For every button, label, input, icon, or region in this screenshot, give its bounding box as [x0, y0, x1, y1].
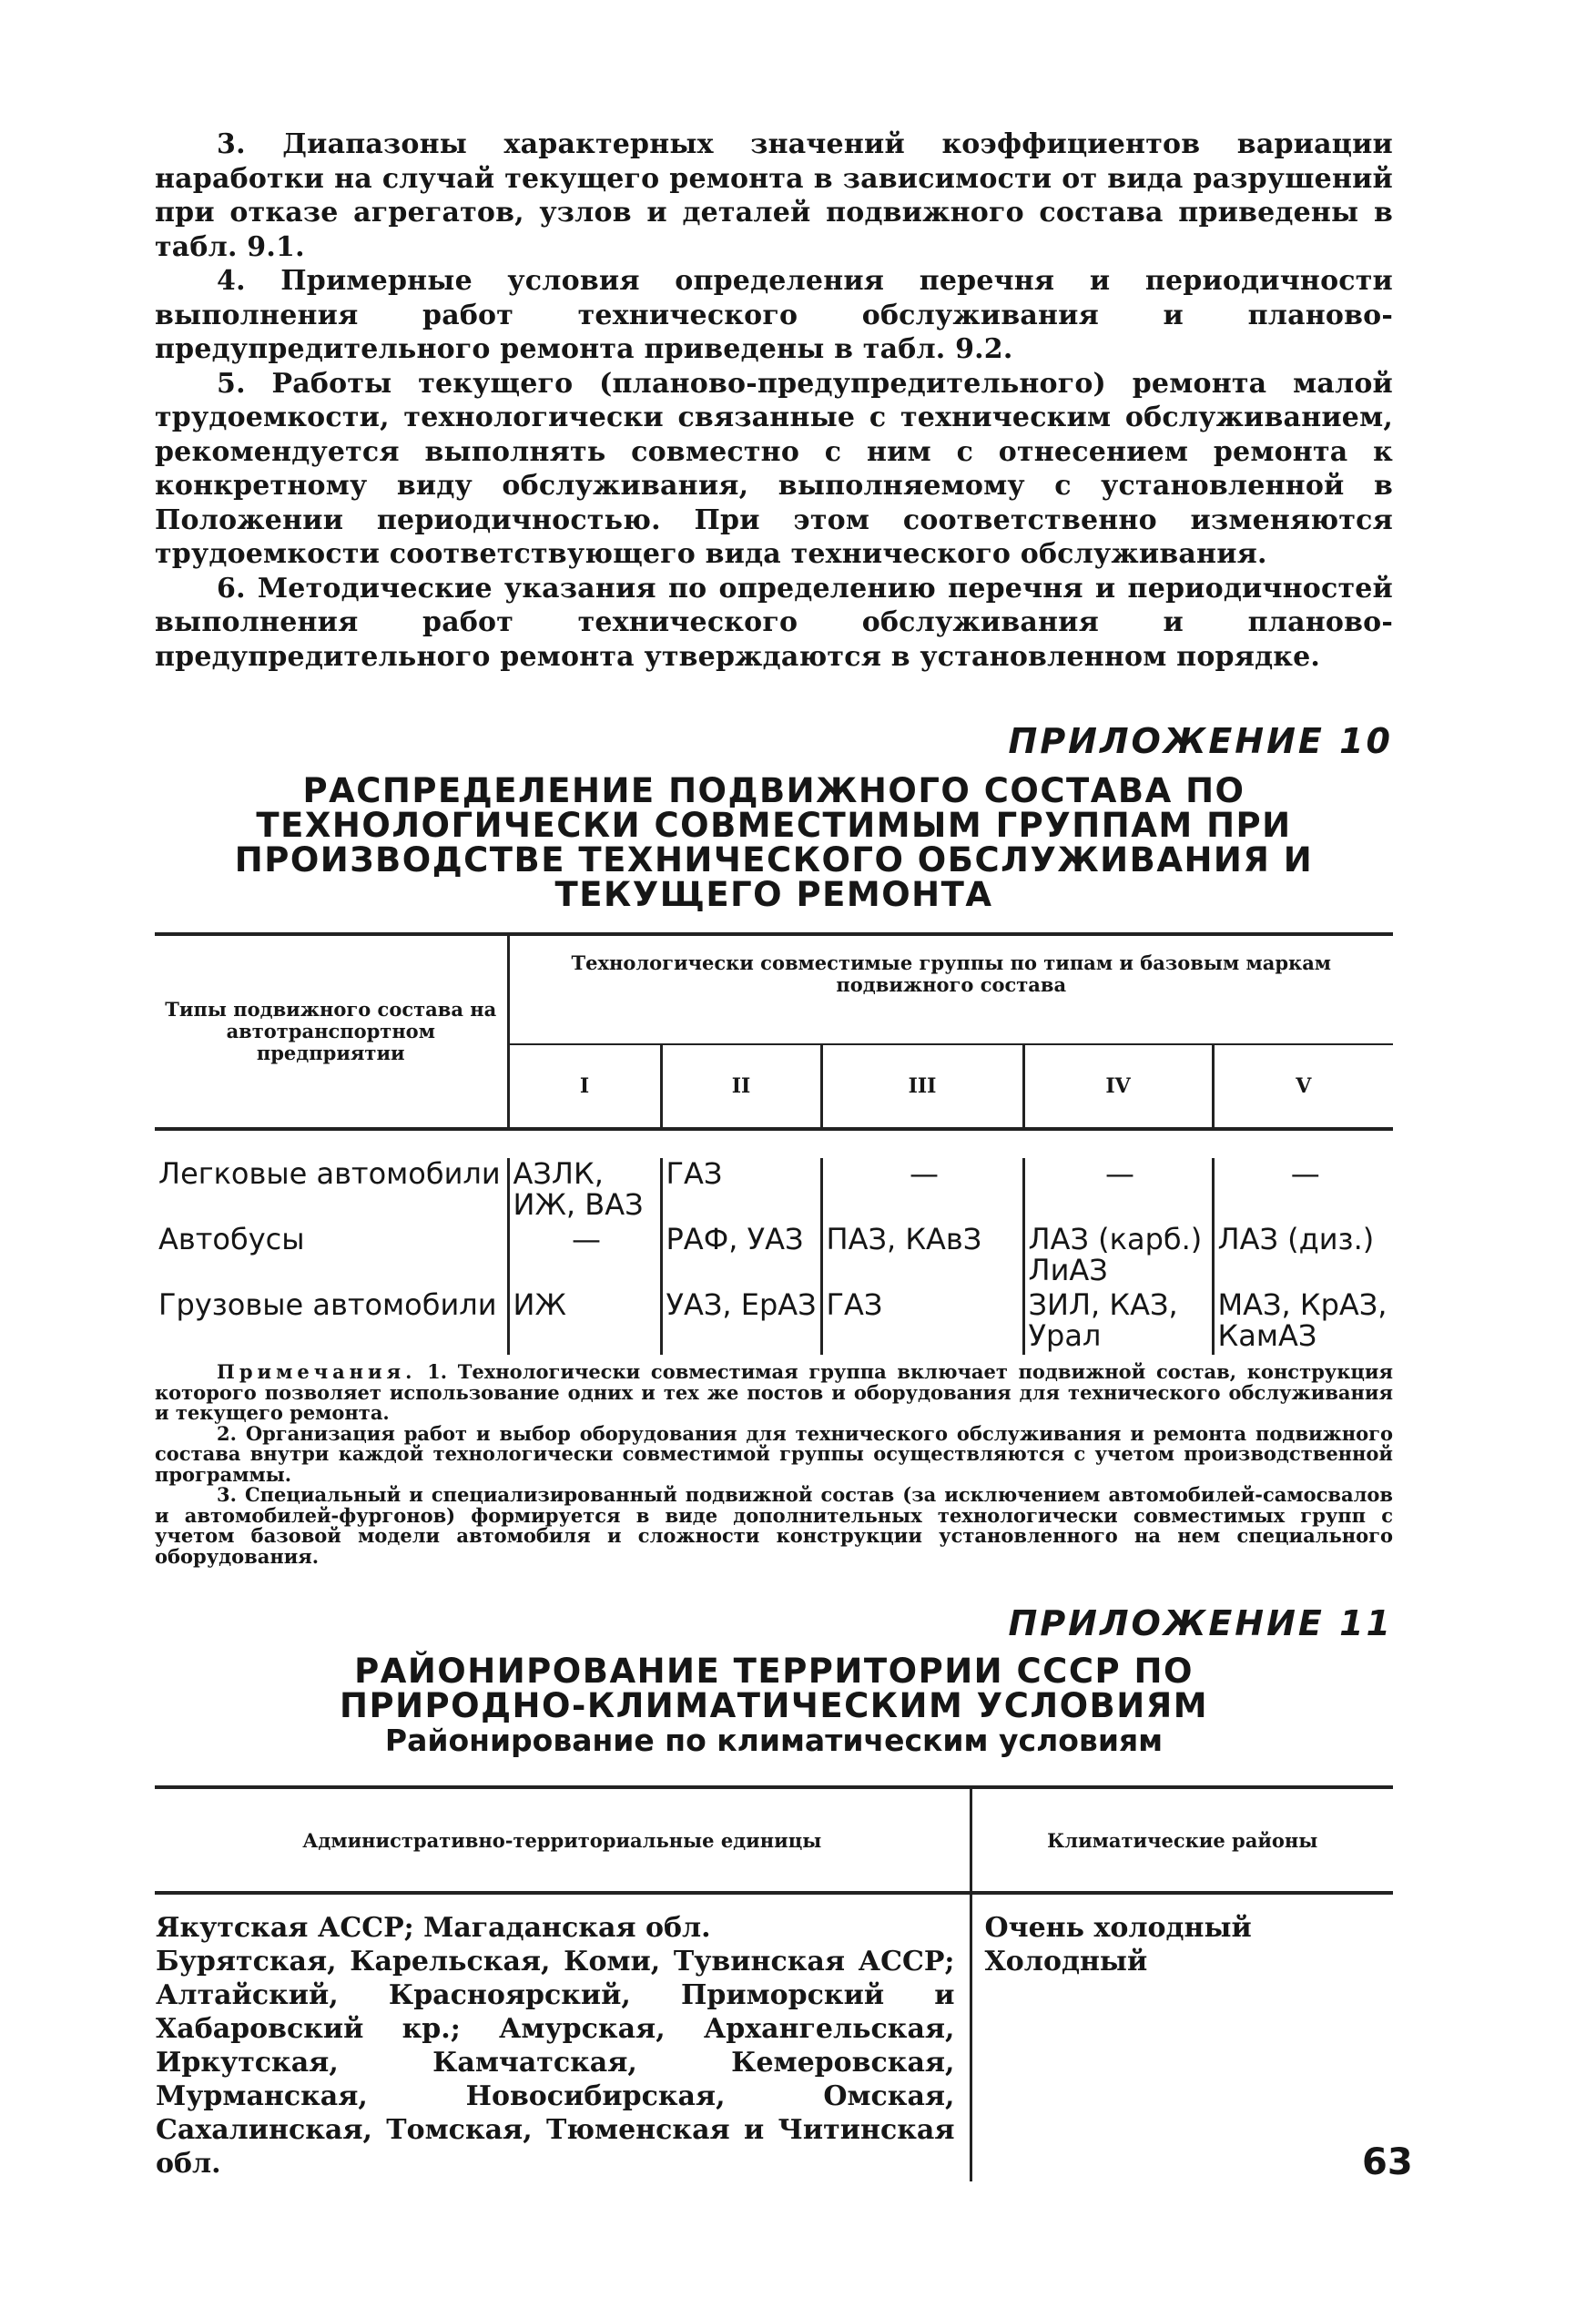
paragraph-5: 5. Работы текущего (планово-предупредительного) ремонта малой трудоемкости, технологически связанные с техническим обслуживанием, рекомендуется выполнять совместно с ним с отнесением ремонта к конкретному виду обслуживания, выполняемому с установленной в Положении периодичностью. При этом соответственно изменяются трудоемкости соответствующего вида технического обслуживания. — [155, 367, 1393, 570]
group-cell: ГАЗ — [821, 1289, 1023, 1355]
paragraph-6: 6. Методические указания по определению перечня и периодичностей выполнения работ технического обслуживания и планово-предупредительного ремонта утверждаются в установленном порядке. — [155, 572, 1393, 673]
group-cell: РАФ, УАЗ — [661, 1224, 821, 1289]
note-3: 3. Специальный и специализированный подвижной состав (за исключением автомобилей-самосвалов и автомобилей-фургонов) формируется в виде дополнительных технологически совместимых групп с учетом базовой модели автомобиля и сложности конструкции установленного на нем специального оборудования. — [155, 1483, 1393, 1568]
column-header-iii: III — [821, 1044, 1023, 1129]
group-cell: — — [821, 1158, 1023, 1224]
page-number: 63 — [1362, 2141, 1413, 2183]
group-cell: АЗЛК, ИЖ, ВАЗ — [508, 1158, 661, 1224]
table-row — [155, 1224, 1393, 1289]
row-type-header: Типы подвижного состава на автотранспортном предприятии — [155, 934, 508, 1129]
vehicle-type-cell: Грузовые автомобили — [158, 1287, 497, 1322]
group-cell: — — [508, 1224, 661, 1289]
paragraph-3: 3. Диапазоны характерных значений коэффициентов вариации наработки на случай текущего ремонта в зависимости от вида разрушений при отказе агрегатов, узлов и деталей подвижного состава приведены в табл. 9.1. — [155, 128, 1393, 263]
compatibility-groups-table — [155, 932, 1393, 1355]
climate-zones-table — [155, 1785, 1393, 2181]
group-cell: ЛАЗ (диз.) — [1213, 1224, 1393, 1289]
regions-header: Климатические районы — [971, 1787, 1393, 1893]
notes-label: Примечания. — [217, 1360, 417, 1383]
group-cell: УАЗ, ЕрАЗ — [661, 1289, 821, 1355]
note-1: Примечания. 1. Технологически совместимая группа включает подвижной состав, конструкция которого позволяет использование одних и тех же постов и оборудования для технического обслуживания и текущего ремонта. — [155, 1360, 1394, 1424]
note-2: 2. Организация работ и выбор оборудования для технического обслуживания и ремонта подвижного состава внутри каждой технологически совместимой группы осуществляются с учетом производственной программы. — [155, 1421, 1393, 1486]
table-row — [155, 1158, 1393, 1224]
units-cell: Якутская АССР; Магаданская обл. — [156, 1912, 711, 1944]
group-cell: ЗИЛ, КАЗ, Урал — [1023, 1289, 1213, 1355]
vehicle-type-cell: Легковые автомобили — [158, 1156, 501, 1191]
column-header-i: I — [508, 1044, 661, 1129]
appendix-11-subtitle: Районирование по климатическим условиям — [384, 1723, 1164, 1758]
group-cell: — — [1023, 1158, 1213, 1224]
units-cell: Бурятская, Карельская, Коми, Тувинская АССР; Алтайский, Красноярский, Приморский и Хабаровский кр.; Амурская, Архангельская, Иркутская, Камчатская, Кемеровская, Мурманская, Новосибирская, Омская, Сахалинская, Томская, Тюменская и Читинская обл. — [156, 1946, 955, 2180]
appendix-10-title: РАСПРЕДЕЛЕНИЕ ПОДВИЖНОГО СОСТАВА ПО ТЕХНОЛОГИЧЕСКИ СОВМЕСТИМЫМ ГРУППАМ ПРИ ПРОИЗВОДСТВЕ ТЕХНИЧЕСКОГО ОБСЛУЖИВАНИЯ И ТЕКУЩЕГО РЕМОНТА — [234, 771, 1314, 914]
units-header: Административно-территориальные единицы — [155, 1787, 971, 1893]
column-header-v: V — [1213, 1044, 1393, 1129]
group-cell: — — [1213, 1158, 1393, 1224]
vehicle-type-cell: Автобусы — [158, 1222, 305, 1256]
region-cell: Очень холодный — [984, 1912, 1252, 1944]
appendix-11-label: ПРИЛОЖЕНИЕ 11 — [1008, 1603, 1393, 1643]
table-row — [155, 1289, 1393, 1355]
group-cell: ГАЗ — [661, 1158, 821, 1224]
paragraph-4: 4. Примерные условия определения перечня и периодичности выполнения работ технического обслуживания и планово-предупредительного ремонта приведены в табл. 9.2. — [155, 265, 1393, 365]
document-page — [155, 127, 1393, 2181]
region-cell: Холодный — [984, 1946, 1148, 1978]
appendix-10-label: ПРИЛОЖЕНИЕ 10 — [1008, 721, 1393, 761]
appendix-11-title: РАЙОНИРОВАНИЕ ТЕРРИТОРИИ СССР ПО ПРИРОДНО-КЛИМАТИЧЕСКИМ УСЛОВИЯМ — [339, 1652, 1209, 1725]
table-row — [155, 1893, 1393, 2181]
group-cell: ЛАЗ (карб.) ЛиАЗ — [1023, 1224, 1213, 1289]
group-header: Технологически совместимые группы по типам и базовым маркам подвижного состава — [508, 934, 1393, 1044]
column-header-iv: IV — [1023, 1044, 1213, 1129]
table-notes — [155, 1362, 1393, 1567]
column-header-ii: II — [661, 1044, 821, 1129]
group-cell: ПАЗ, КАвЗ — [821, 1224, 1023, 1289]
intro-paragraphs — [155, 127, 1393, 674]
group-cell: МАЗ, КрАЗ, КамАЗ — [1213, 1289, 1393, 1355]
group-cell: ИЖ — [508, 1289, 661, 1355]
